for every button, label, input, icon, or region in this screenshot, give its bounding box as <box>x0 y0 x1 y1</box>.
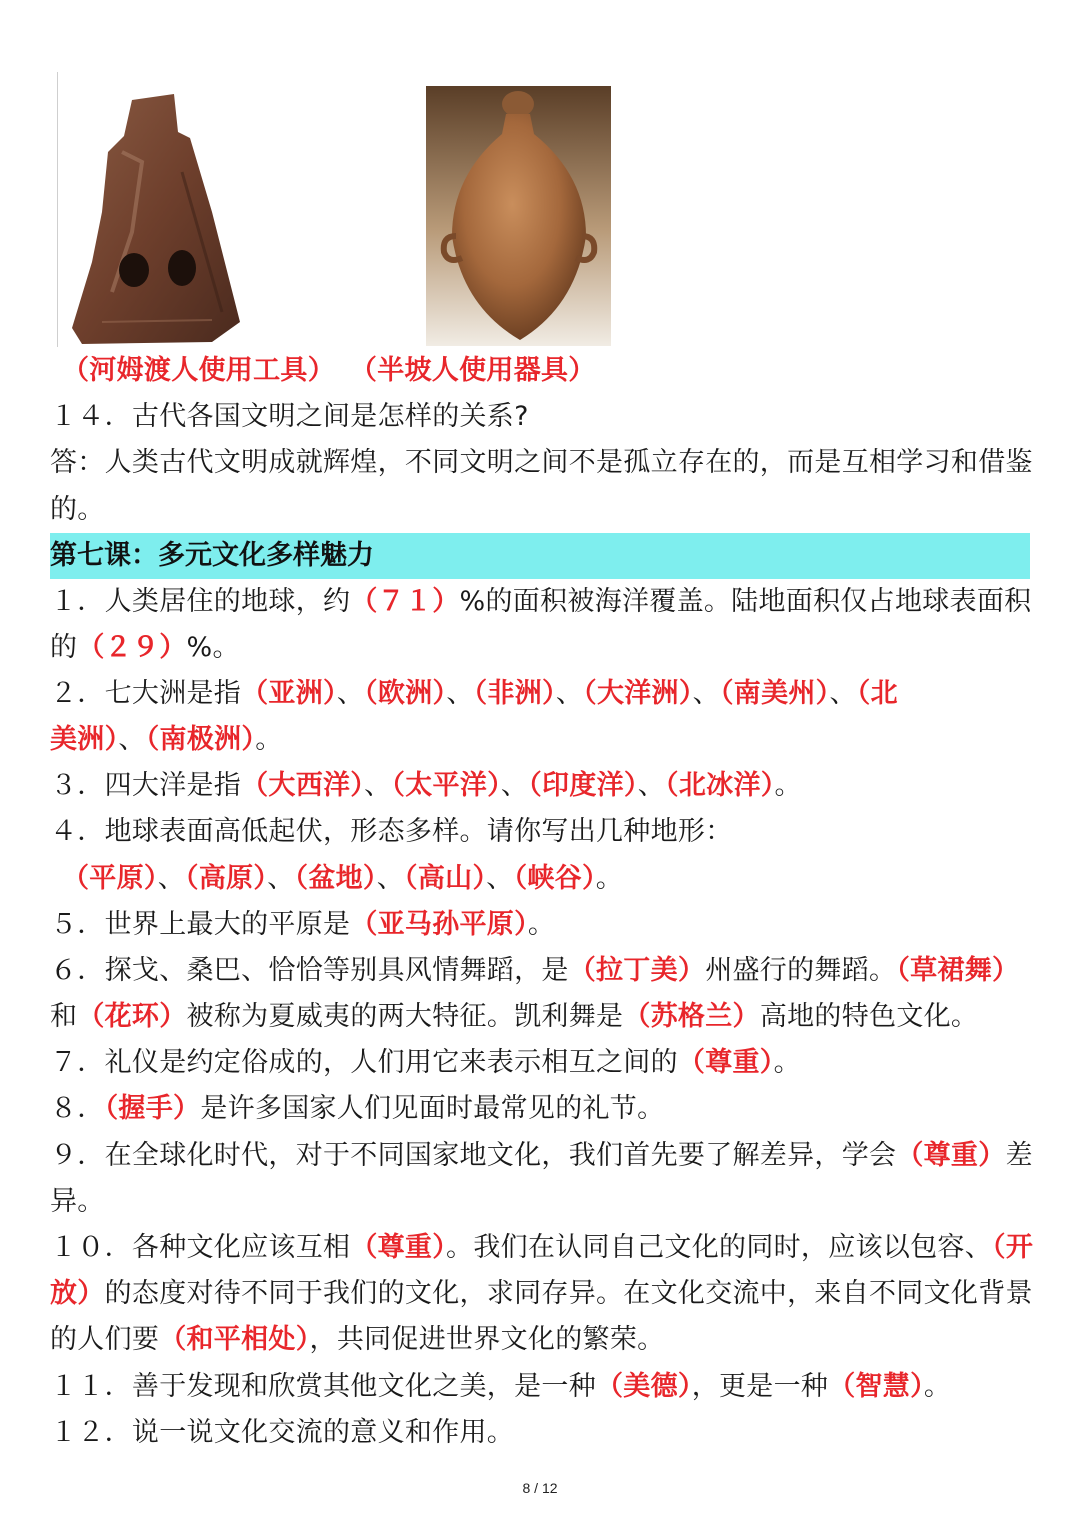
q5-answer-1: （亚马孙平原） <box>350 909 528 940</box>
q2-sep-3: 、 <box>555 678 584 709</box>
q11-text-b: ，更是一种 <box>691 1371 829 1402</box>
q3-end: 。 <box>774 770 802 801</box>
question-8 <box>50 1086 1030 1132</box>
answer-14-text-2: 的。 <box>50 494 105 525</box>
q8-text-a: ８． <box>50 1093 105 1124</box>
q12-text-a: １２．说一说文化交流的意义和作用。 <box>50 1417 515 1448</box>
q10-text-e: ，共同促进世界文化的繁荣。 <box>309 1324 665 1355</box>
q10-answer-2b: 放） <box>50 1278 105 1309</box>
q4-sep-4: 、 <box>486 863 514 894</box>
question-10-line1 <box>50 1225 1034 1271</box>
q3-answer-4: （北冰洋） <box>665 770 775 801</box>
q10-text-a: １０．各种文化应该互相 <box>50 1232 351 1263</box>
q4-sep-3: 、 <box>376 863 405 894</box>
q3-answer-2: （太平洋） <box>391 770 501 801</box>
q6-answer-1: （拉丁美） <box>568 955 706 986</box>
q3-sep-1: 、 <box>364 770 392 801</box>
q10-text-b: 。我们在认同自己文化的同时，应该以包容、 <box>446 1232 993 1263</box>
q7-text-a: ７．礼仪是约定俗成的，人们用它来表示相互之间的 <box>50 1047 678 1078</box>
q3-answer-1: （大西洋） <box>241 770 365 801</box>
q2-text-a: ２．七大洲是指 <box>50 678 242 709</box>
q5-end: 。 <box>527 909 556 940</box>
margin-rule <box>57 72 58 347</box>
q11-text-a: １１．善于发现和欣赏其他文化之美，是一种 <box>50 1371 596 1402</box>
q6-text-c: 和 <box>50 1001 78 1032</box>
q3-sep-2: 、 <box>500 770 529 801</box>
q1-text-c: 的 <box>50 632 78 663</box>
q10-answer-1: （尊重） <box>350 1232 447 1263</box>
answer-14-text-1: 答：人类古代文明成就辉煌，不同文明之间不是孤立存在的，而是互相学习和借鉴 <box>50 447 1033 478</box>
q11-answer-2: （智慧） <box>828 1371 924 1402</box>
q2-sep-1: 、 <box>336 678 365 709</box>
q1-answer-1: （７１） <box>350 586 460 617</box>
q8-text-b: 是许多国家人们见面时最常见的礼节。 <box>200 1093 665 1124</box>
q4-answer-5: （峡谷） <box>513 863 596 894</box>
q9-answer-1: （尊重） <box>896 1140 1006 1171</box>
q6-text-a: ６．探戈、桑巴、恰恰等别具风情舞蹈，是 <box>50 955 569 986</box>
question-14 <box>50 394 1030 440</box>
q2-sep-4: 、 <box>692 678 720 709</box>
q2-answer-3: （非洲） <box>473 678 556 709</box>
q2-answer-4: （大洋洲） <box>583 678 693 709</box>
hemudu-tool-photo <box>62 92 252 344</box>
answer-14-line2 <box>50 487 1030 533</box>
q5-text-a: ５．世界上最大的平原是 <box>50 909 351 940</box>
question-4-line2 <box>62 856 1030 902</box>
q1-text-a: １．人类居住的地球，约 <box>50 586 351 617</box>
question-1-line1 <box>50 579 1030 625</box>
question-6-line1 <box>50 948 1030 994</box>
q6-answer-3: （花环） <box>77 1001 187 1032</box>
question-3 <box>50 763 1030 809</box>
q8-answer-1: （握手） <box>104 1093 201 1124</box>
q7-answer-1: （尊重） <box>677 1047 774 1078</box>
question-2-line2 <box>50 717 1030 763</box>
q9-text-c: 异。 <box>50 1186 105 1217</box>
question-4-line1 <box>50 809 1030 855</box>
question-6-line2 <box>50 994 1030 1040</box>
q4-sep-2: 、 <box>267 863 295 894</box>
q6-text-e: 高地的特色文化。 <box>759 1001 979 1032</box>
image-captions <box>62 348 1030 394</box>
q10-text-d: 的人们要 <box>50 1324 160 1355</box>
q3-sep-3: 、 <box>637 770 666 801</box>
q10-answer-2a: （开 <box>992 1232 1034 1263</box>
q7-end: 。 <box>773 1047 801 1078</box>
q2-answer-2: （欧洲） <box>364 678 447 709</box>
q3-text-a: ３．四大洋是指 <box>50 770 242 801</box>
q1-text-d: %。 <box>186 632 240 663</box>
q4-answer-1: （平原） <box>62 863 158 894</box>
q2-answer-6b: 美洲） <box>50 724 119 755</box>
q4-answer-4: （高山） <box>404 863 487 894</box>
question-1-line2 <box>50 625 1030 671</box>
q4-end: 。 <box>595 863 624 894</box>
q11-answer-1: （美德） <box>596 1371 692 1402</box>
q3-answer-3: （印度洋） <box>528 770 638 801</box>
answer-14-line1 <box>50 440 1033 486</box>
q6-answer-2: （草裙舞） <box>896 955 1020 986</box>
q2-sep-5: 、 <box>829 678 857 709</box>
q9-text-b: 差 <box>1005 1140 1033 1171</box>
q2-answer-7: （南极洲） <box>145 724 256 755</box>
q9-text-a: ９．在全球化时代，对于不同国家地文化，我们首先要了解差异，学会 <box>50 1140 897 1171</box>
page-number: 8 / 12 <box>522 1480 558 1496</box>
q10-answer-3: （和平相处） <box>159 1324 310 1355</box>
question-9-line2 <box>50 1179 1030 1225</box>
q6-answer-4: （苏格兰） <box>623 1001 760 1032</box>
q6-text-b: 州盛行的舞蹈。 <box>705 955 897 986</box>
q2-answer-1: （亚洲） <box>241 678 337 709</box>
q2-answer-6a: （北 <box>856 678 898 709</box>
q1-text-b: %的面积被海洋覆盖。陆地面积仅占地球表面积 <box>459 586 1032 617</box>
question-2-line1 <box>50 671 1030 717</box>
q4-answer-3: （盆地） <box>294 863 377 894</box>
q11-end: 。 <box>923 1371 952 1402</box>
q4-sep-1: 、 <box>157 863 186 894</box>
banpo-pottery-photo <box>426 86 611 346</box>
question-10-line2 <box>50 1271 1033 1317</box>
q2-answer-5: （南美州） <box>719 678 830 709</box>
question-7 <box>50 1040 1030 1086</box>
question-10-line3 <box>50 1317 1030 1363</box>
q4-answer-2: （高原） <box>185 863 268 894</box>
question-12 <box>50 1410 1030 1456</box>
q1-answer-2: （２９） <box>77 632 187 663</box>
caption-banpo: （半坡人使用器具） <box>349 355 596 386</box>
lesson-heading: 第七课：多元文化多样魅力 <box>50 533 1030 579</box>
question-11 <box>50 1364 1030 1410</box>
q6-text-d: 被称为夏威夷的两大特征。凯利舞是 <box>186 1001 624 1032</box>
q2-sep-6: 、 <box>118 724 146 755</box>
q10-text-c: 的态度对待不同于我们的文化，求同存异。在文化交流中，来自不同文化背景 <box>104 1278 1033 1309</box>
q4-text-a: ４．地球表面高低起伏，形态多样。请你写出几种地形： <box>50 816 733 847</box>
question-9-line1 <box>50 1133 1033 1179</box>
q2-sep-2: 、 <box>446 678 474 709</box>
question-14-text: １４．古代各国文明之间是怎样的关系? <box>50 401 529 432</box>
q2-end: 。 <box>255 724 283 755</box>
caption-hemudu: （河姆渡人使用工具） <box>62 355 335 386</box>
question-5 <box>50 902 1030 948</box>
